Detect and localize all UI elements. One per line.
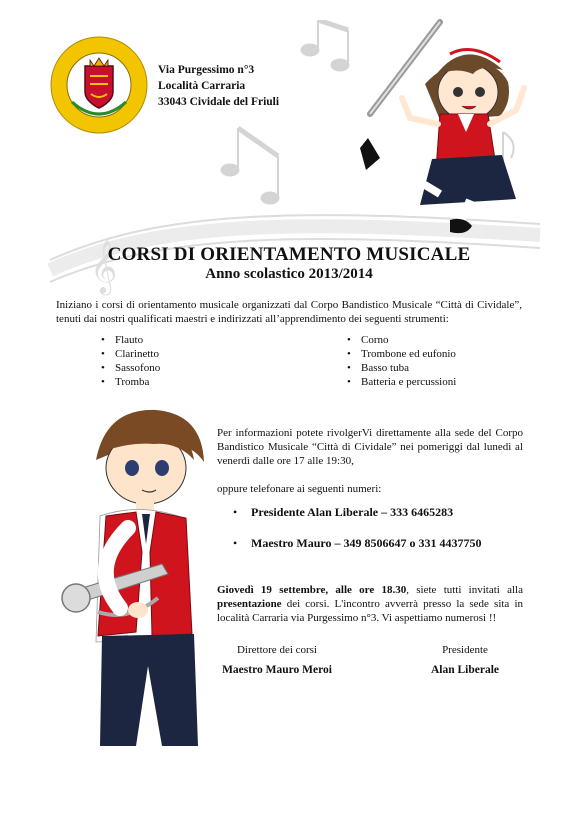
phone-president: • Presidente Alan Liberale – 333 6465283 (233, 505, 453, 520)
intro-paragraph: Iniziano i corsi di orientamento musicale organizzati dal Corpo Bandistico Musicale “Città di Cividale”, tenuti dai nostri qualificati maestri e indirizzati all’apprendimento dei seguenti strumenti: (56, 299, 522, 325)
president-name: Alan Liberale (430, 664, 500, 676)
address-block (158, 62, 279, 110)
event-highlight: presentazione (217, 598, 282, 610)
list-item: • Tromba (101, 375, 160, 389)
band-logo (50, 36, 148, 134)
page-subtitle: Anno scolastico 2013/2014 (205, 266, 373, 282)
page-title: CORSI DI ORIENTAMENTO MUSICALE (107, 244, 471, 265)
signature-president (405, 644, 525, 676)
instrument-list-right (347, 333, 456, 389)
list-item: • Trombone ed eufonio (347, 347, 456, 361)
event-date: Giovedì 19 settembre, alle ore 18.30 (217, 584, 407, 596)
list-item: • Clarinetto (101, 347, 160, 361)
info-paragraph (217, 426, 523, 496)
info-text: Per informazioni potete rivolgerVi direttamente alla sede del Corpo Bandistico Musicale “Città di Cividale” nei pomeriggi dal lunedì al venerdì dalle ore 17 alle 19:30, (217, 427, 523, 467)
boy-trumpet-illustration (58, 398, 208, 750)
phone-maestro: • Maestro Mauro – 349 8506647 o 331 4437750 (233, 536, 482, 551)
address-locality: Località Carraria (158, 80, 246, 92)
event-paragraph (217, 583, 523, 625)
signature-director (217, 644, 337, 676)
address-street: Via Purgessimo n°3 (158, 64, 255, 76)
director-role: Direttore dei corsi (236, 644, 318, 656)
list-item: • Sassofono (101, 361, 160, 375)
svg-text:𝄞: 𝄞 (90, 241, 118, 292)
list-item: • Basso tuba (347, 361, 456, 375)
address-city: 33043 Cividale del Friuli (158, 96, 280, 108)
president-role: Presidente (442, 644, 488, 656)
director-name: Maestro Mauro Meroi (222, 664, 332, 676)
event-text-1: , siete tutti invitati alla (406, 584, 523, 596)
list-item: • Corno (347, 333, 456, 347)
list-item: • Batteria e percussioni (347, 375, 456, 389)
phone-intro-text: oppure telefonare ai seguenti numeri: (217, 483, 382, 495)
girl-flute-illustration (300, 14, 530, 239)
event-text-2: dei corsi. L'incontro avverrà presso la sede sita in località Carraria via Purgessimo n°3. Vi aspettiamo numerosi !! (217, 598, 523, 624)
list-item: • Flauto (101, 333, 160, 347)
instrument-list-left (101, 333, 160, 389)
